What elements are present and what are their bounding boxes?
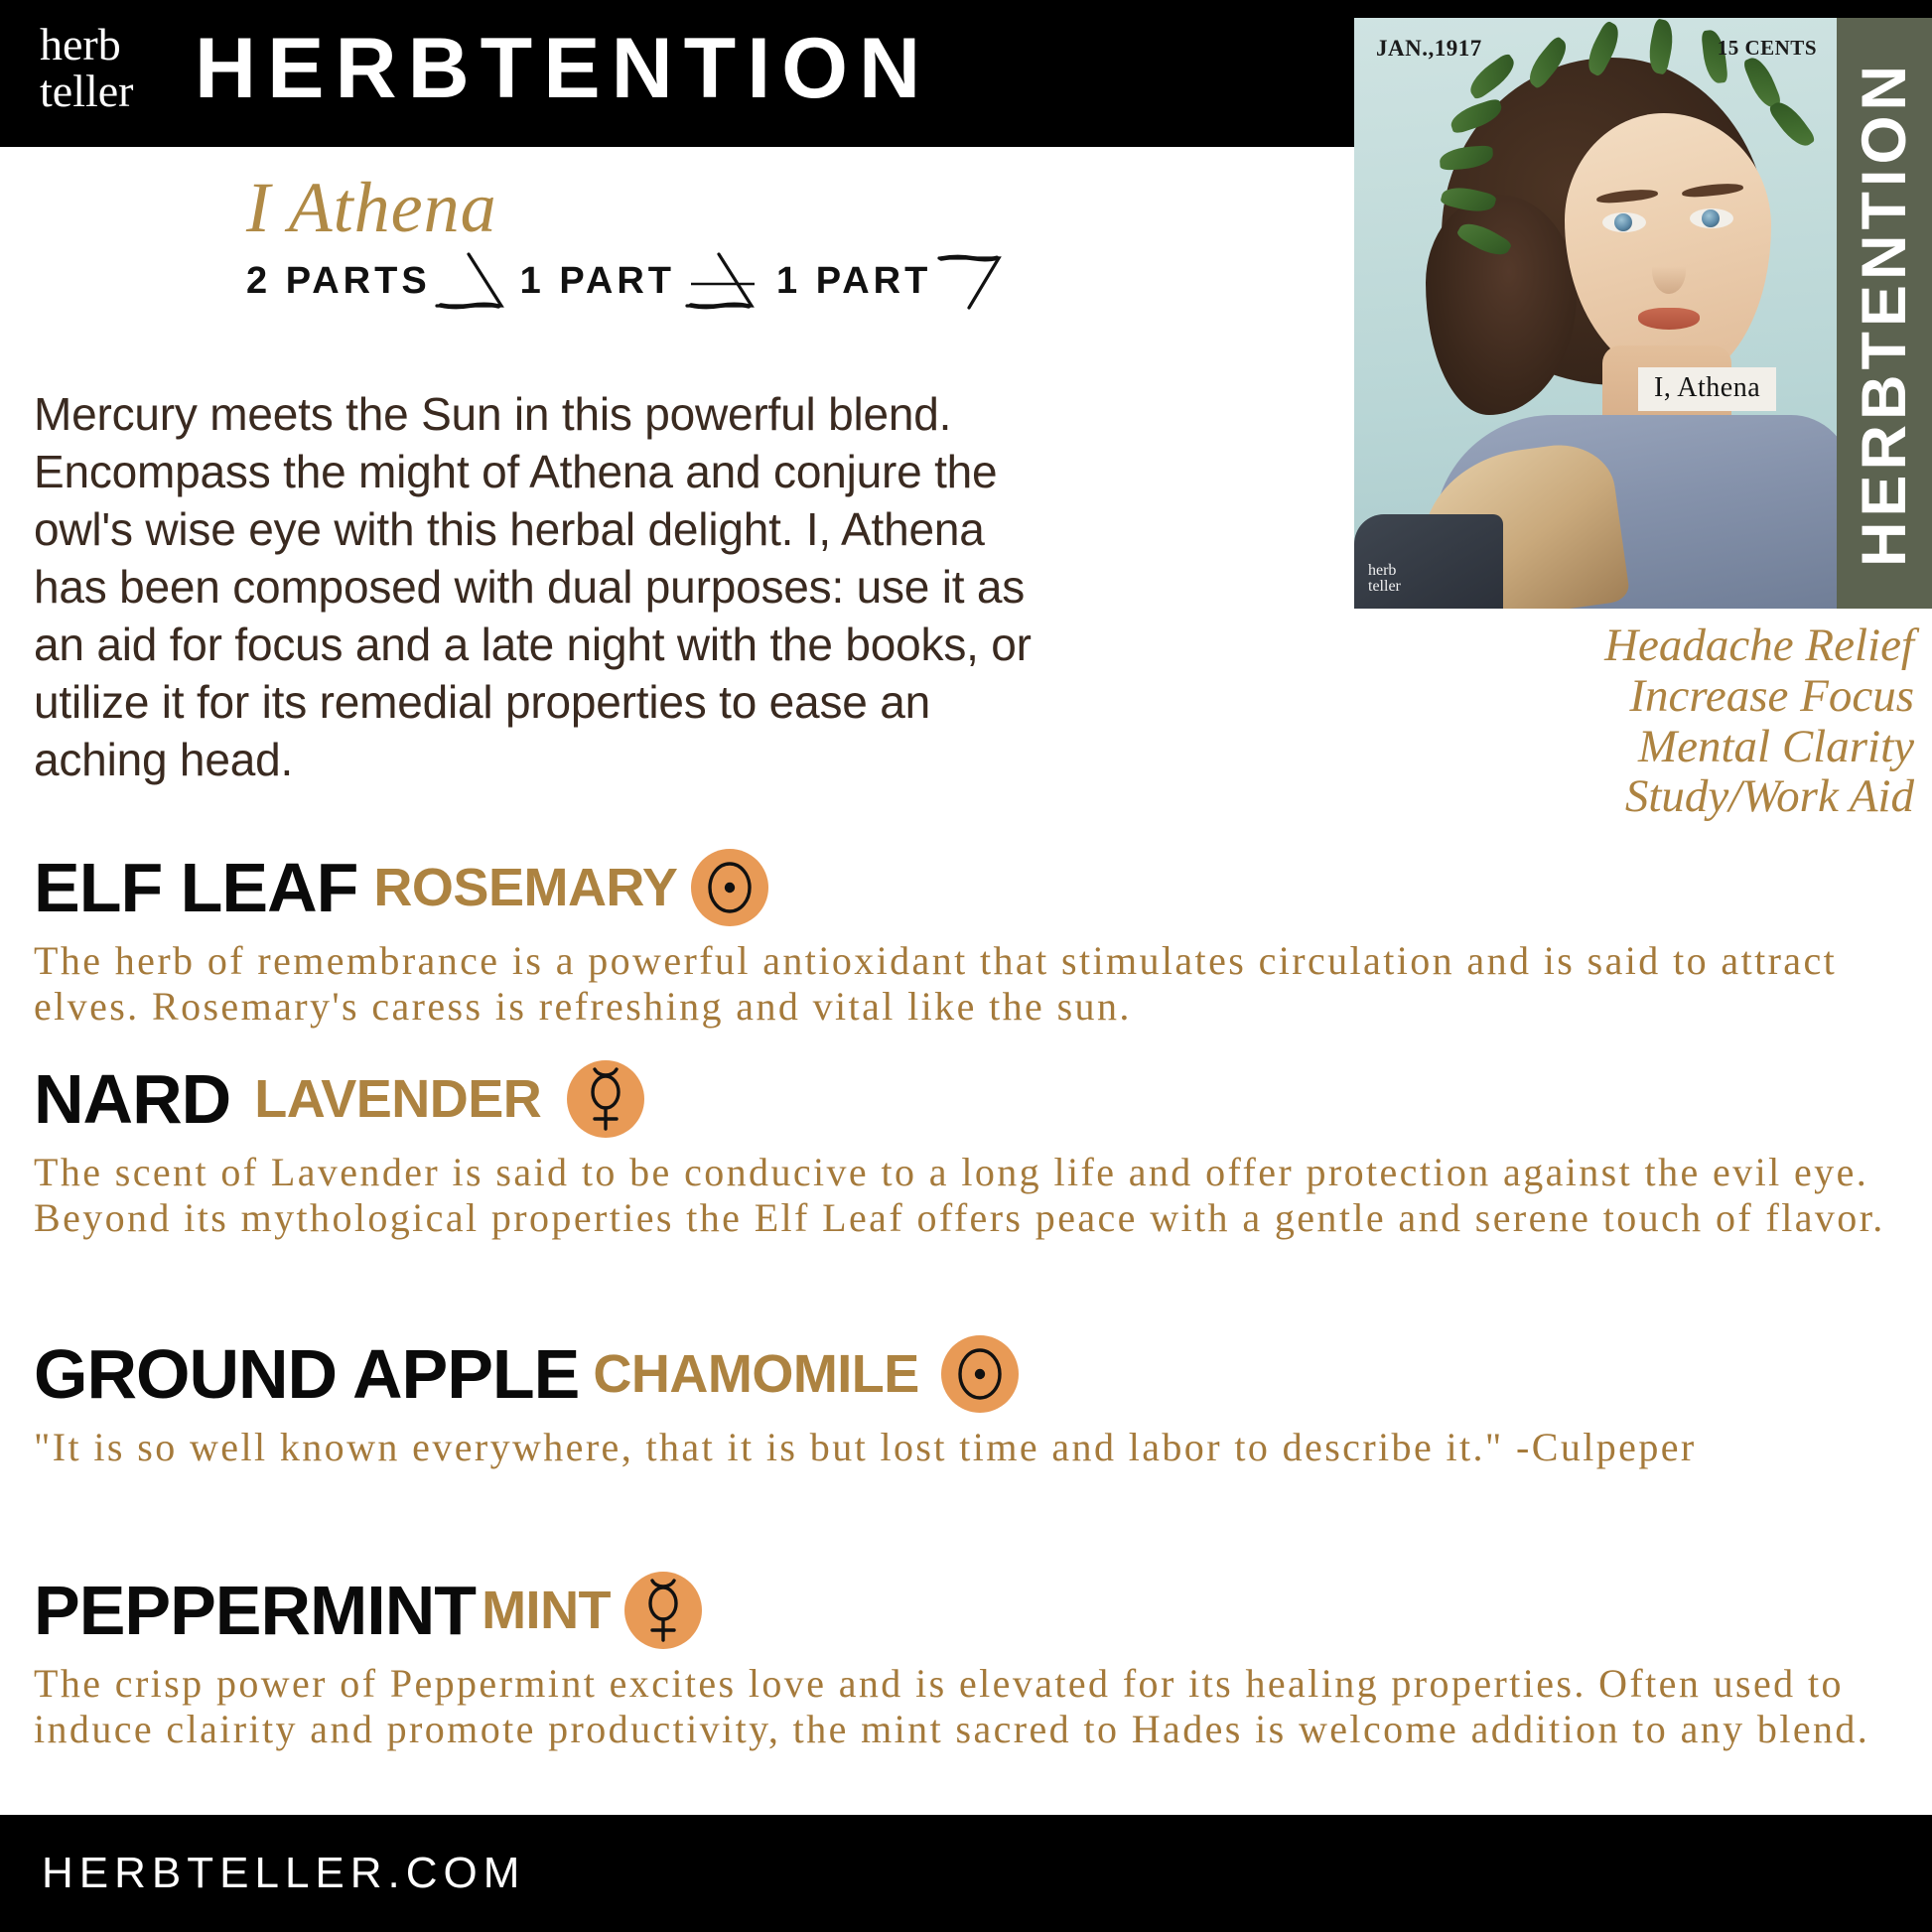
blend-name: I Athena xyxy=(246,168,497,247)
herb-alt-name: MINT xyxy=(482,1581,612,1640)
parts-row xyxy=(246,250,1007,312)
herb-description: "It is so well known everywhere, that it is but lost time and labor to describe it." -Culpeper xyxy=(34,1425,1697,1469)
benefit-item: Mental Clarity xyxy=(1637,720,1914,772)
mercury-symbol-icon xyxy=(624,1572,702,1649)
water-triangle-icon xyxy=(931,250,1007,312)
brand-logo xyxy=(40,19,189,116)
fire-triangle-icon xyxy=(431,250,506,312)
cover-caption: I, Athena xyxy=(1638,367,1776,411)
herb-section xyxy=(34,1060,1910,1241)
herb-section xyxy=(34,849,1910,1030)
illustration-iris xyxy=(1702,209,1720,227)
herb-section xyxy=(34,1335,1910,1470)
illustration-iris xyxy=(1614,213,1632,231)
air-triangle-icon xyxy=(675,250,762,312)
sun-symbol-icon xyxy=(941,1335,1019,1413)
cover-watermark xyxy=(1368,563,1401,595)
herb-common-name: GROUND APPLE xyxy=(34,1335,580,1413)
herb-alt-name: ROSEMARY xyxy=(373,858,678,917)
herb-alt-name: CHAMOMILE xyxy=(593,1344,919,1404)
herb-heading xyxy=(34,1572,1910,1649)
blend-description: Mercury meets the Sun in this powerful blend. Encompass the might of Athena and conjure the owl's wise eye with this herbal delight. I, Athena has been composed with dual purposes: use it as an aid for focus and a late night with the books, or utilize it for its remedial properties to ease an aching head. xyxy=(34,388,1032,785)
cover-date: JAN.,1917 xyxy=(1376,36,1482,61)
herb-common-name: NARD xyxy=(34,1060,231,1138)
cover-price: 15 CENTS xyxy=(1717,36,1817,60)
cover-card xyxy=(1354,18,1932,623)
herb-description: The herb of remembrance is a powerful antioxidant that stimulates circulation and is said to attract elves. Rosemary's caress is refreshing and vital like the sun. xyxy=(34,938,1838,1029)
benefit-item: Study/Work Aid xyxy=(1624,770,1914,823)
herb-alt-name: LAVENDER xyxy=(254,1069,542,1129)
benefit-item: Increase Focus xyxy=(1629,669,1914,722)
illustration-hair-side xyxy=(1426,195,1577,415)
vertical-brand-text: HERBTENTION xyxy=(1850,60,1919,567)
parts-label-2: 1 PART xyxy=(519,259,675,302)
herb-heading xyxy=(34,849,1910,926)
mercury-symbol-icon xyxy=(567,1060,644,1138)
cover-illustration xyxy=(1354,18,1837,609)
herb-section xyxy=(34,1572,1910,1752)
herb-common-name: PEPPERMINT xyxy=(34,1572,477,1649)
herb-description: The crisp power of Peppermint excites love and is elevated for its healing properties. Often used to induce clairity and promote productivity, the mint sacred to Hades is welcome addition to any blend. xyxy=(34,1661,1870,1751)
page-title: HERBTENTION xyxy=(195,21,932,116)
parts-label-1: 2 PARTS xyxy=(246,259,431,302)
benefits-list xyxy=(1092,621,1932,822)
benefit-item: Headache Relief xyxy=(1604,620,1914,671)
cover-watermark-line1: herb xyxy=(1368,562,1397,579)
herb-description: The scent of Lavender is said to be conducive to a long life and offer protection against the evil eye. Beyond its mythological properties the Elf Leaf offers peace with a gentle and serene touch of flavor. xyxy=(34,1150,1885,1240)
footer-website: HERBTELLER.COM xyxy=(42,1849,526,1897)
herb-common-name: ELF LEAF xyxy=(34,849,358,926)
footer-bar xyxy=(0,1815,1932,1932)
sun-symbol-icon xyxy=(691,849,768,926)
cover-watermark-line2: teller xyxy=(1368,578,1401,595)
herb-heading xyxy=(34,1335,1910,1413)
vertical-brand-band xyxy=(1837,18,1932,609)
illustration-nose xyxy=(1652,248,1686,294)
brand-logo-line1: herb xyxy=(40,19,121,69)
herb-heading xyxy=(34,1060,1910,1138)
illustration-lips xyxy=(1638,308,1700,330)
laurel-leaf-icon xyxy=(1767,96,1817,153)
brand-logo-line2: teller xyxy=(40,65,134,116)
parts-label-3: 1 PART xyxy=(776,259,932,302)
